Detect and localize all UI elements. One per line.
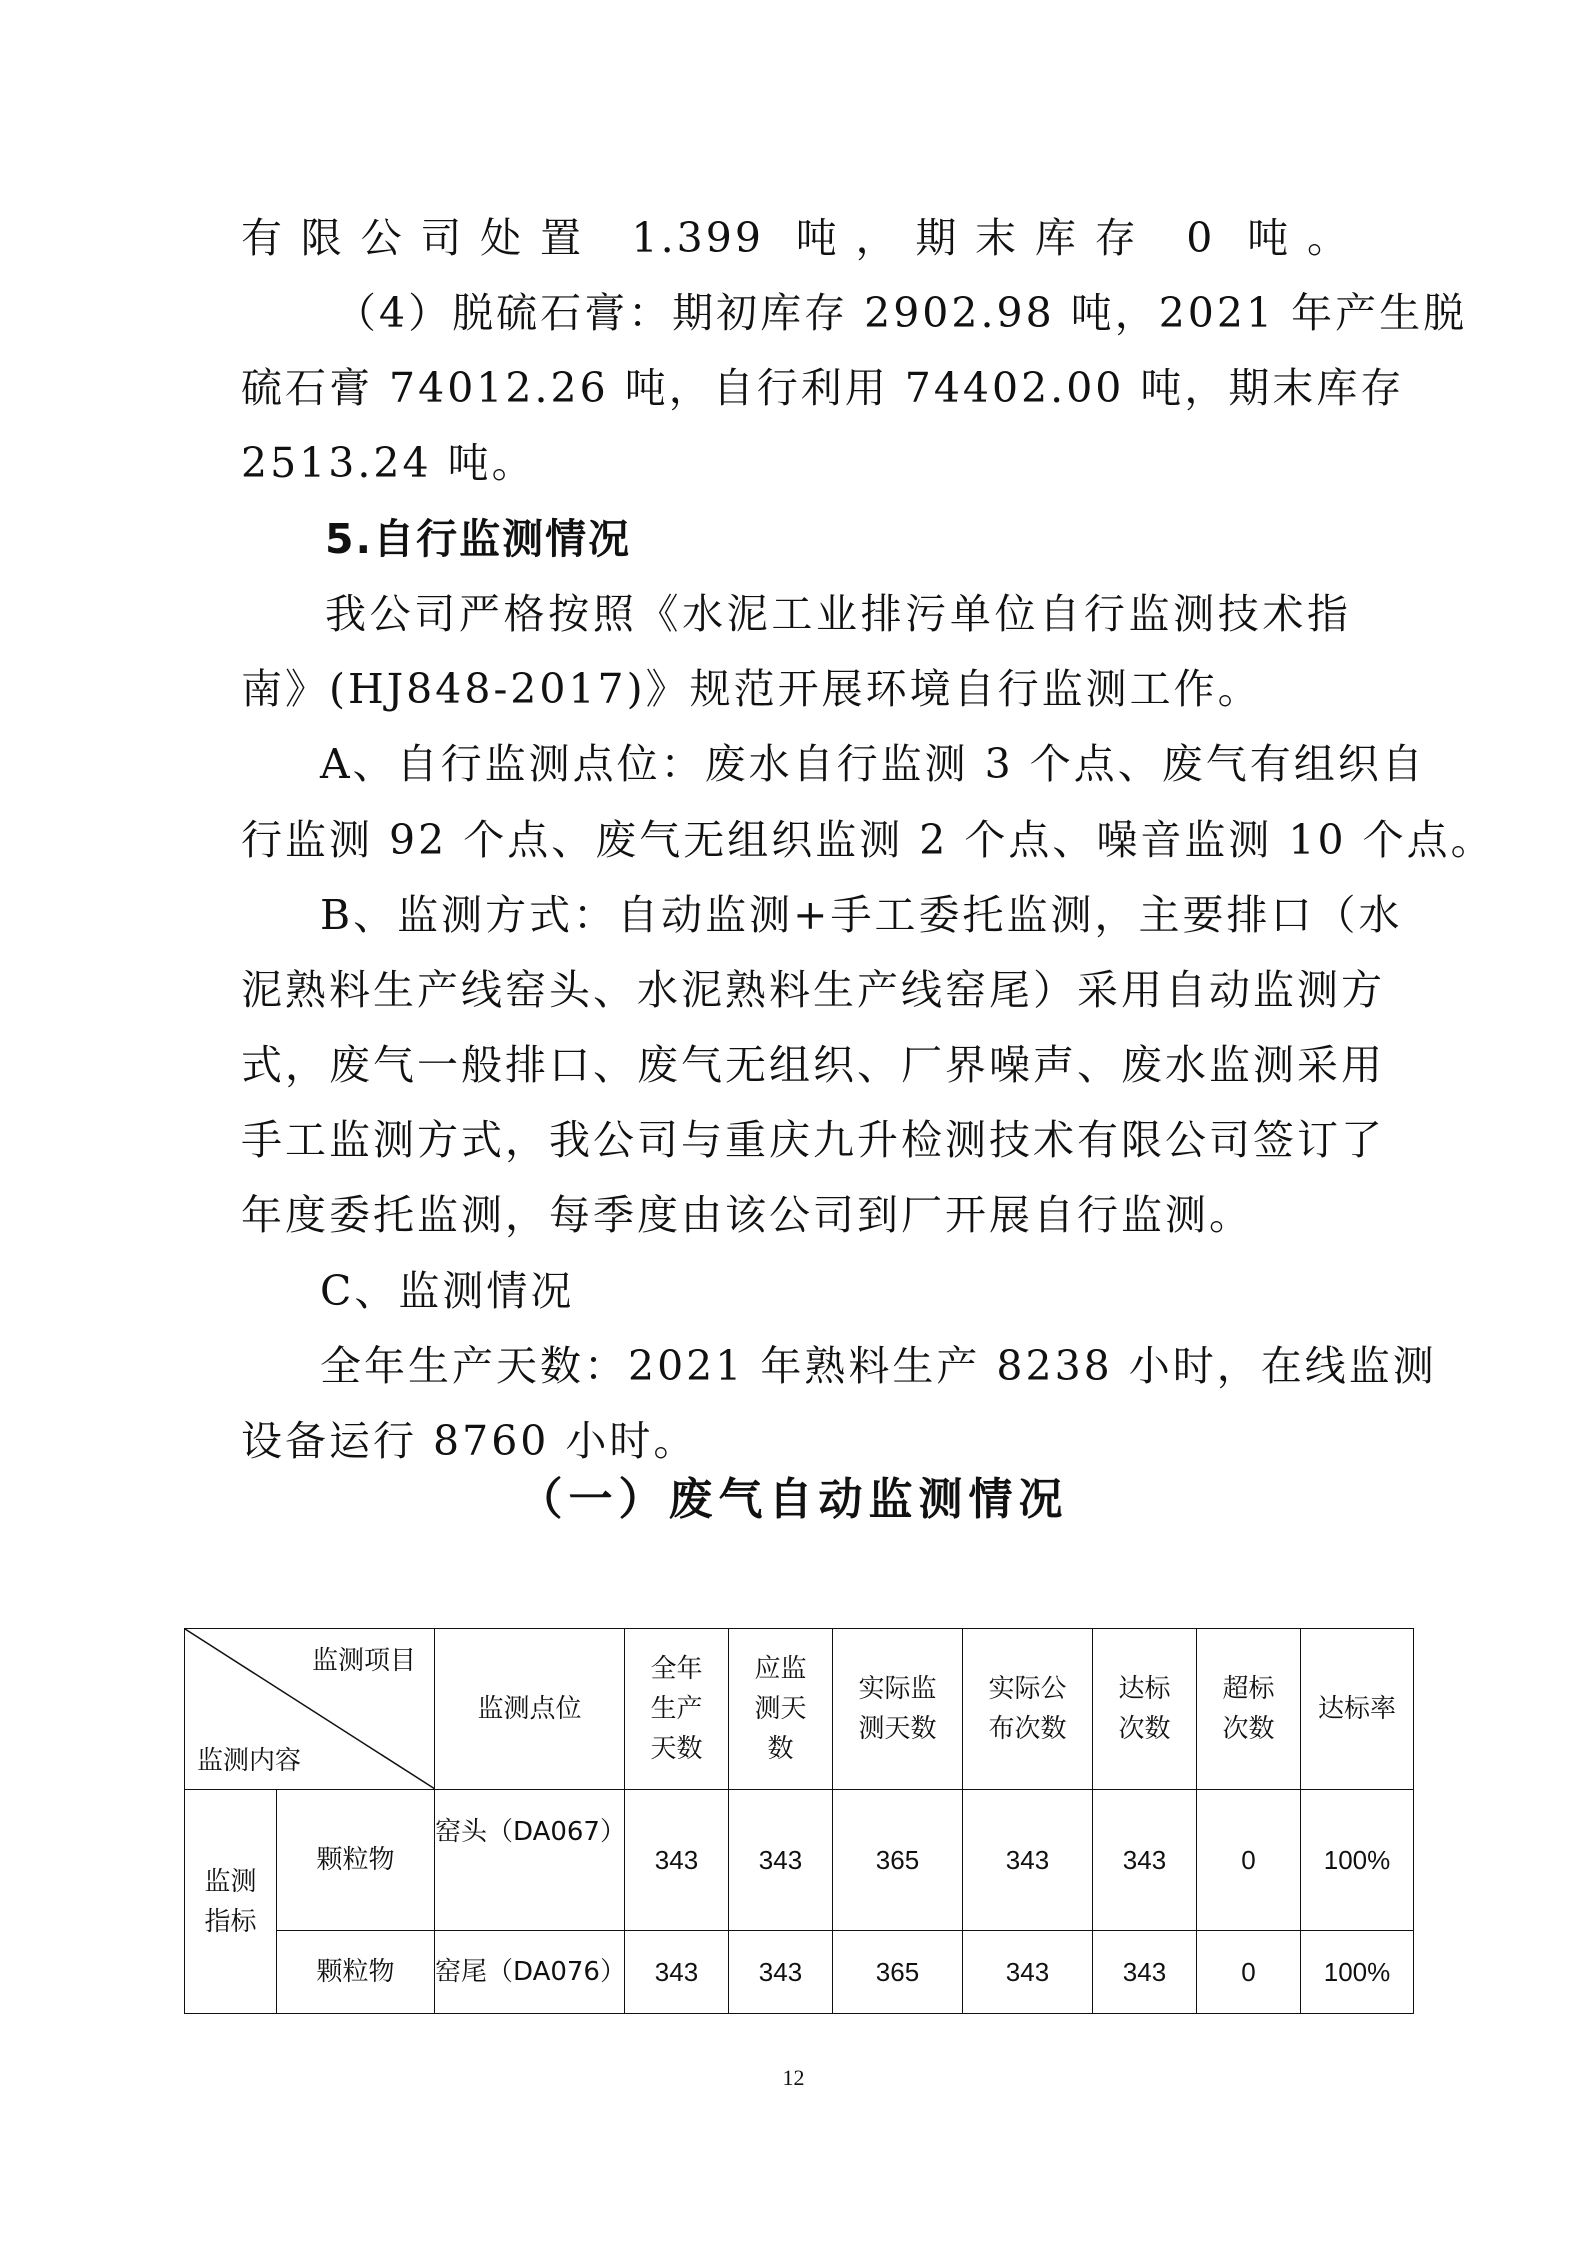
over-count-cell: 0 bbox=[1197, 1790, 1301, 1931]
header-line: 实际公 bbox=[988, 1674, 1067, 1704]
header-line: 测天数 bbox=[858, 1714, 937, 1744]
header-line: 测天 bbox=[754, 1694, 807, 1724]
ok-count-cell: 343 bbox=[1093, 1790, 1197, 1931]
header-line: 布次数 bbox=[988, 1714, 1067, 1744]
diagonal-top-label: 监测项目 bbox=[311, 1646, 416, 1676]
should-days-cell: 343 bbox=[729, 1790, 833, 1931]
item-cell: 颗粒物 bbox=[277, 1790, 435, 1931]
header-ok-count bbox=[1093, 1629, 1197, 1790]
header-line: 数 bbox=[767, 1734, 794, 1764]
actual-pub-cell: 343 bbox=[963, 1931, 1093, 2014]
group-label-line: 监测 bbox=[204, 1866, 257, 1897]
paragraph-line: 我公司严格按照《水泥工业排污单位自行监测技术指 bbox=[325, 590, 1351, 638]
header-actual-pub bbox=[963, 1629, 1093, 1790]
group-label-line: 指标 bbox=[204, 1906, 257, 1937]
table-row bbox=[185, 1790, 1414, 1931]
paragraph-line: 全年生产天数：2021 年熟料生产 8238 小时，在线监测 bbox=[320, 1342, 1437, 1390]
ok-count-cell: 343 bbox=[1093, 1931, 1197, 2014]
header-line: 生产 bbox=[650, 1694, 703, 1724]
header-actual-days bbox=[833, 1629, 963, 1790]
actual-pub-cell: 343 bbox=[963, 1790, 1093, 1931]
header-should-days bbox=[729, 1629, 833, 1790]
paragraph-line: 南》(HJ848-2017)》规范开展环境自行监测工作。 bbox=[241, 665, 1262, 713]
table-row bbox=[185, 1931, 1414, 2014]
actual-days-cell: 365 bbox=[833, 1931, 963, 2014]
header-line: 实际监 bbox=[858, 1674, 937, 1704]
section-heading: 5.自行监测情况 bbox=[325, 515, 632, 563]
header-rate: 达标率 bbox=[1301, 1629, 1414, 1790]
prod-days-cell: 343 bbox=[625, 1931, 729, 2014]
page-number: 12 bbox=[782, 2065, 805, 2090]
paragraph-line: 行监测 92 个点、废气无组织监测 2 个点、噪音监测 10 个点。 bbox=[241, 816, 1495, 864]
paragraph-line: 年度委托监测，每季度由该公司到厂开展自行监测。 bbox=[241, 1191, 1253, 1239]
table-title: （一）废气自动监测情况 bbox=[518, 1474, 1069, 1525]
paragraph-line: （4）脱硫石膏：期初库存 2902.98 吨，2021 年产生脱 bbox=[335, 289, 1468, 337]
prod-days-cell: 343 bbox=[625, 1790, 729, 1931]
header-prod-days bbox=[625, 1629, 729, 1790]
paragraph-line: B、监测方式：自动监测+手工委托监测，主要排口（水 bbox=[320, 891, 1403, 939]
point-cell: 窑尾（DA076） bbox=[435, 1931, 625, 2014]
monitoring-table bbox=[184, 1628, 1414, 2014]
paragraph-line: 设备运行 8760 小时。 bbox=[241, 1417, 698, 1465]
paragraph-line: 有限公司处置 1.399 吨，期末库存 0 吨。 bbox=[241, 214, 1351, 262]
diagonal-header-cell bbox=[185, 1629, 435, 1790]
point-cell: 窑头（DA067） bbox=[435, 1790, 625, 1931]
over-count-cell: 0 bbox=[1197, 1931, 1301, 2014]
paragraph-line: 式，废气一般排口、废气无组织、厂界噪声、废水监测采用 bbox=[241, 1041, 1385, 1089]
rate-cell: 100% bbox=[1301, 1931, 1414, 2014]
header-line: 应监 bbox=[754, 1654, 807, 1684]
paragraph-line: A、自行监测点位：废水自行监测 3 个点、废气有组织自 bbox=[320, 740, 1426, 788]
header-point: 监测点位 bbox=[435, 1629, 625, 1790]
should-days-cell: 343 bbox=[729, 1931, 833, 2014]
item-cell: 颗粒物 bbox=[277, 1931, 435, 2014]
rate-cell: 100% bbox=[1301, 1790, 1414, 1931]
paragraph-line: 硫石膏 74012.26 吨，自行利用 74402.00 吨，期末库存 bbox=[241, 364, 1405, 412]
paragraph-line: C、监测情况 bbox=[320, 1267, 575, 1315]
header-line: 超标 bbox=[1222, 1674, 1275, 1704]
group-label-cell bbox=[185, 1790, 277, 2014]
header-line: 次数 bbox=[1222, 1714, 1275, 1744]
paragraph-line: 泥熟料生产线窑头、水泥熟料生产线窑尾）采用自动监测方 bbox=[241, 966, 1385, 1014]
diagonal-bottom-label: 监测内容 bbox=[197, 1746, 302, 1776]
table-header-row bbox=[185, 1629, 1414, 1790]
header-line: 天数 bbox=[650, 1734, 703, 1764]
header-over-count bbox=[1197, 1629, 1301, 1790]
paragraph-line: 2513.24 吨。 bbox=[241, 439, 536, 487]
header-line: 全年 bbox=[650, 1654, 703, 1684]
actual-days-cell: 365 bbox=[833, 1790, 963, 1931]
header-line: 次数 bbox=[1118, 1714, 1171, 1744]
paragraph-line: 手工监测方式，我公司与重庆九升检测技术有限公司签订了 bbox=[241, 1116, 1385, 1164]
header-line: 达标 bbox=[1118, 1674, 1171, 1704]
